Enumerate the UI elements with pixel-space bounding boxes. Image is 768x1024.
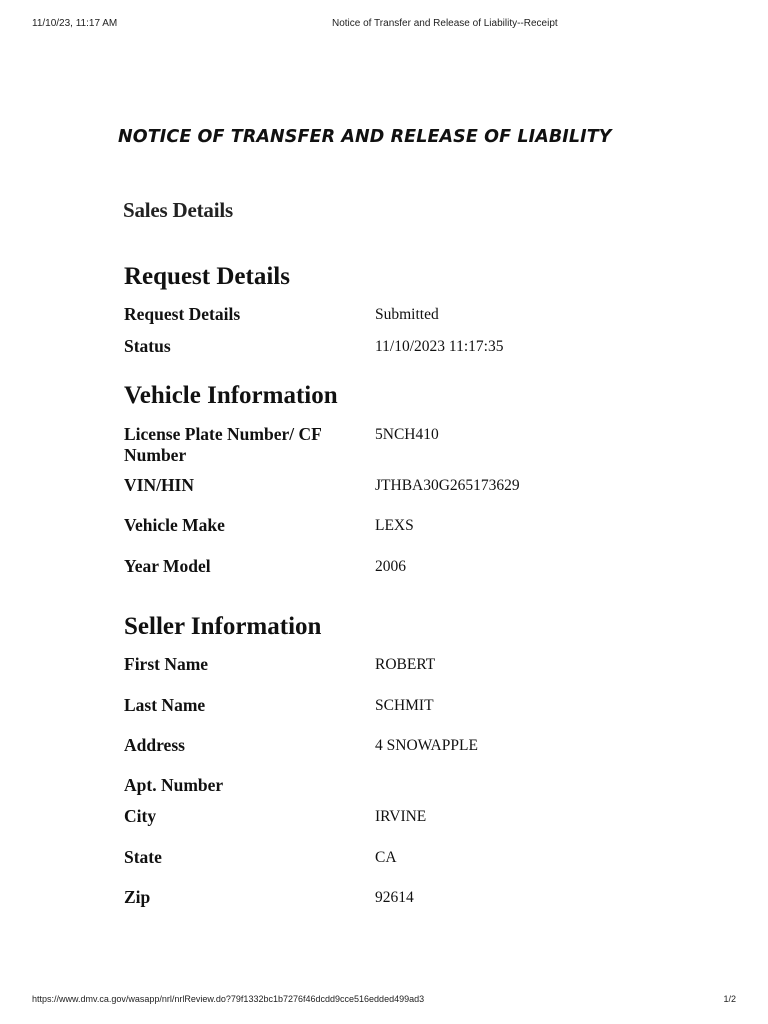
request-details-heading: Request Details	[124, 263, 290, 290]
address-value: 4 SNOWAPPLE	[375, 737, 478, 754]
status-label: Status	[124, 336, 171, 356]
license-plate-value: 5NCH410	[375, 426, 439, 443]
state-label: State	[124, 847, 162, 867]
sales-details-heading: Sales Details	[123, 198, 233, 222]
year-model-value: 2006	[375, 558, 406, 575]
vin-label: VIN/HIN	[124, 475, 195, 495]
vehicle-make-value: LEXS	[375, 517, 414, 534]
first-name-value: ROBERT	[375, 656, 436, 673]
license-plate-label: License Plate Number/ CF Number	[124, 424, 322, 465]
last-name-label: Last Name	[124, 695, 206, 715]
first-name-label: First Name	[124, 654, 209, 674]
document-title: NOTICE OF TRANSFER AND RELEASE OF LIABILITY	[118, 127, 612, 147]
status-value: 11/10/2023 11:17:35	[375, 338, 504, 355]
last-name-value: SCHMIT	[375, 697, 434, 714]
year-model-label: Year Model	[124, 556, 211, 576]
vin-value: JTHBA30G265173629	[375, 477, 520, 494]
page-url: https://www.dmv.ca.gov/wasapp/nrl/nrlReview.do?79f1332bc1b7276f46dcdd9cce516edded499ad3	[32, 994, 425, 1004]
city-value: IRVINE	[375, 808, 427, 825]
request-details-value: Submitted	[375, 306, 439, 323]
city-label: City	[124, 806, 157, 826]
zip-label: Zip	[124, 887, 151, 907]
seller-information-heading: Seller Information	[124, 613, 322, 640]
vehicle-make-label: Vehicle Make	[124, 515, 225, 535]
apt-number-label: Apt. Number	[124, 775, 224, 795]
print-datetime: 11/10/23, 11:17 AM	[32, 18, 118, 29]
page-number: 1/2	[723, 994, 736, 1004]
address-label: Address	[124, 735, 185, 755]
state-value: CA	[375, 849, 397, 866]
print-page-title: Notice of Transfer and Release of Liability--Receipt	[332, 18, 558, 29]
vehicle-information-heading: Vehicle Information	[124, 382, 338, 409]
zip-value: 92614	[375, 889, 414, 906]
request-details-label: Request Details	[124, 304, 241, 324]
